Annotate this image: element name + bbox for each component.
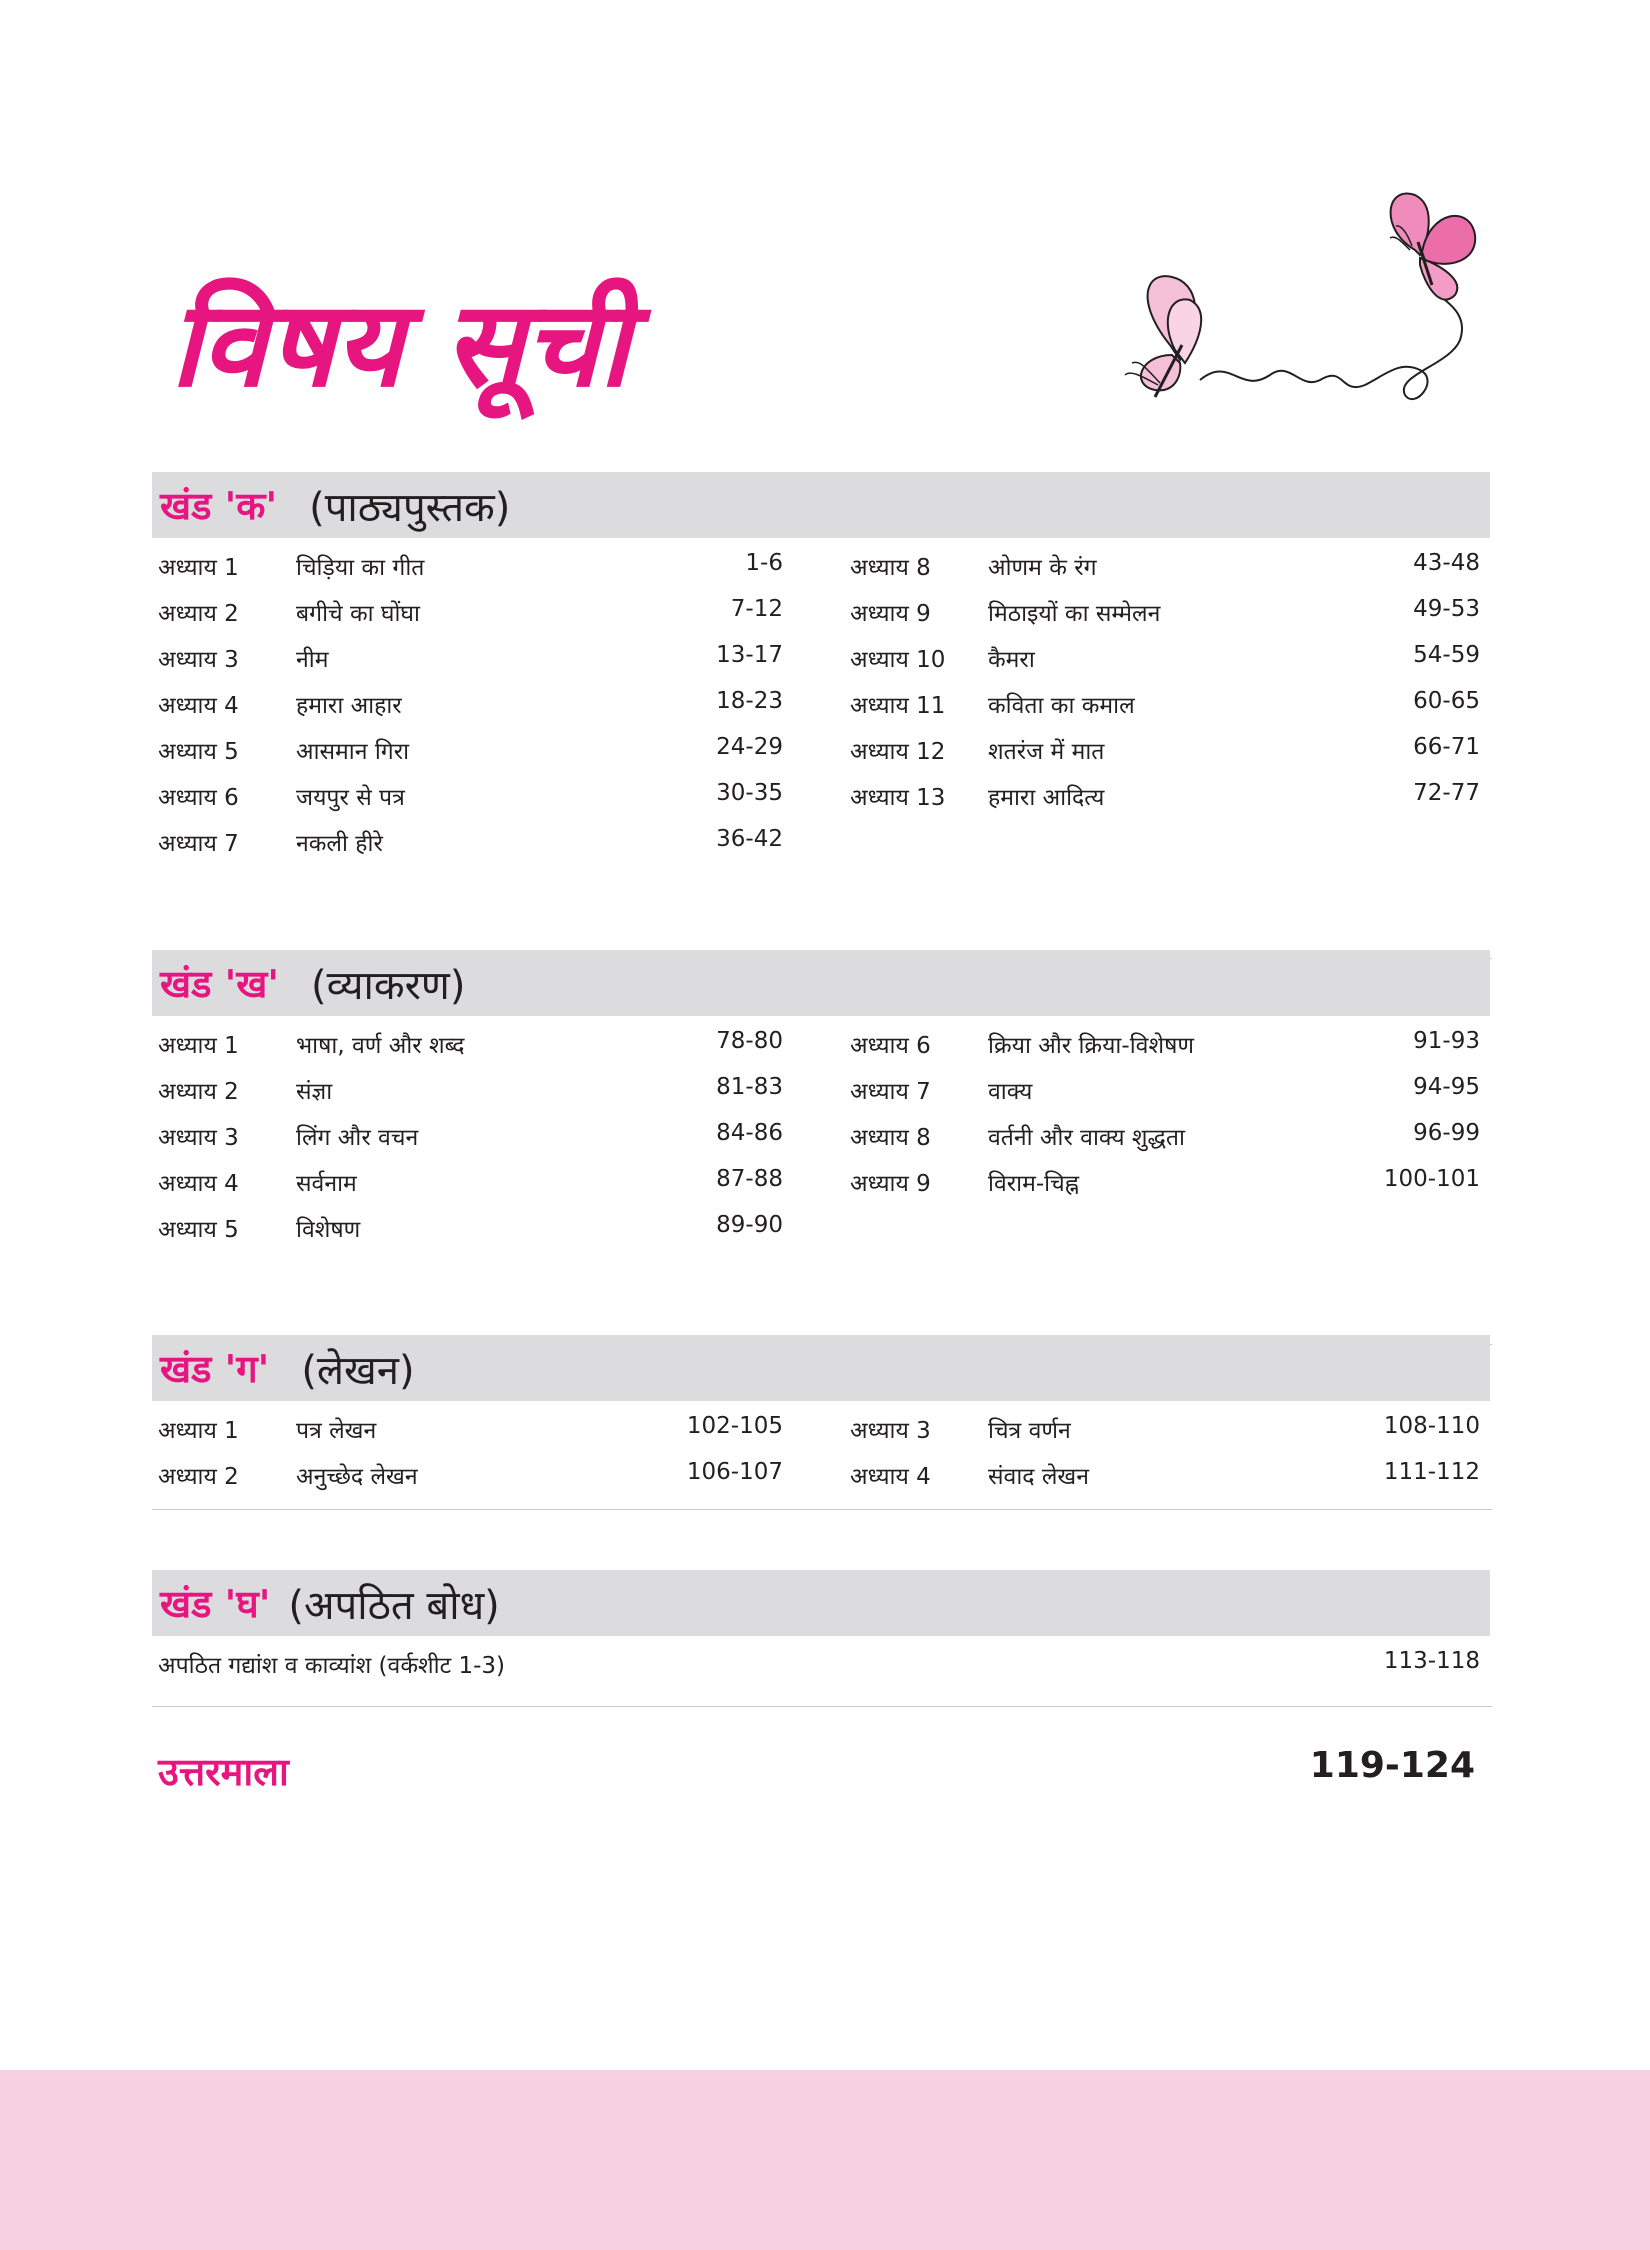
chapter-title: हमारा आदित्य — [988, 785, 1105, 811]
section-ka — [152, 472, 1490, 878]
chapter-title: पत्र लेखन — [296, 1418, 377, 1444]
page-range: 87-88 — [716, 1166, 783, 1192]
chapter-number: अध्याय 3 — [158, 1125, 239, 1151]
page-range: 89-90 — [716, 1212, 783, 1238]
chapter-title: भाषा, वर्ण और शब्द — [296, 1033, 465, 1059]
page-range: 111-112 — [1383, 1459, 1480, 1485]
chapter-title: सर्वनाम — [296, 1171, 357, 1197]
toc-row[interactable] — [850, 676, 1480, 722]
toc-row[interactable] — [158, 1447, 783, 1493]
toc-row[interactable] — [158, 722, 783, 768]
toc-column-left — [158, 1401, 783, 1493]
toc-row[interactable] — [158, 1636, 1480, 1682]
chapter-title: लिंग और वचन — [296, 1125, 419, 1151]
footer-band — [0, 2070, 1650, 2250]
toc-row[interactable] — [158, 1200, 783, 1246]
toc-column-left — [158, 538, 783, 860]
chapter-title: नकली हीरे — [296, 831, 383, 857]
section-label: खंड 'क' — [160, 484, 278, 528]
chapter-number: अध्याय 2 — [158, 601, 239, 627]
toc-row[interactable] — [850, 584, 1480, 630]
page-range: 108-110 — [1383, 1413, 1480, 1439]
toc-row[interactable] — [850, 1447, 1480, 1493]
page-range: 36-42 — [716, 826, 783, 852]
toc-row[interactable] — [850, 768, 1480, 814]
toc-row[interactable] — [158, 1401, 783, 1447]
toc-row[interactable] — [158, 1016, 783, 1062]
page-range: 102-105 — [686, 1413, 783, 1439]
chapter-title: ओणम के रंग — [988, 555, 1097, 581]
page-title: विषय सूची — [170, 274, 630, 413]
page-range: 94-95 — [1413, 1074, 1480, 1100]
toc-row[interactable] — [850, 1401, 1480, 1447]
page-range: 96-99 — [1413, 1120, 1480, 1146]
toc-row[interactable] — [850, 538, 1480, 584]
chapter-number: अध्याय 9 — [850, 1171, 931, 1197]
chapter-number: अध्याय 4 — [850, 1464, 931, 1490]
page-range: 100-101 — [1383, 1166, 1480, 1192]
chapter-number: अध्याय 9 — [850, 601, 931, 627]
chapter-title: शतरंज में मात — [988, 739, 1105, 765]
page-range: 7-12 — [730, 596, 783, 622]
divider — [152, 1509, 1492, 1510]
toc-row[interactable] — [158, 584, 783, 630]
page-range: 91-93 — [1413, 1028, 1480, 1054]
chapter-title: जयपुर से पत्र — [296, 785, 405, 811]
section-header — [152, 1335, 1490, 1401]
page-range: 84-86 — [716, 1120, 783, 1146]
chapter-number: अध्याय 8 — [850, 555, 931, 581]
toc-row[interactable] — [158, 1108, 783, 1154]
page-range: 24-29 — [716, 734, 783, 760]
section-subtitle: (पाठ्यपुस्तक) — [309, 484, 511, 531]
chapter-number: अध्याय 4 — [158, 1171, 239, 1197]
chapter-title: विशेषण — [296, 1217, 361, 1243]
chapter-title: वाक्य — [988, 1079, 1033, 1105]
toc-row[interactable] — [850, 1016, 1480, 1062]
toc-row[interactable] — [850, 1154, 1480, 1200]
butterfly-illustration — [1070, 180, 1490, 440]
chapter-number: अध्याय 6 — [158, 785, 239, 811]
page-range: 18-23 — [716, 688, 783, 714]
chapter-number: अध्याय 11 — [850, 693, 946, 719]
answers-page-range: 119-124 — [1309, 1745, 1475, 1786]
chapter-number: अध्याय 2 — [158, 1079, 239, 1105]
toc-column-right — [850, 538, 1480, 814]
section-gha — [152, 1570, 1490, 1696]
chapter-title: हमारा आहार — [296, 693, 402, 719]
toc-row[interactable] — [850, 630, 1480, 676]
toc-row[interactable] — [158, 538, 783, 584]
toc-row[interactable] — [158, 676, 783, 722]
section-ga — [152, 1335, 1490, 1511]
section-header — [152, 1570, 1490, 1636]
chapter-title: अनुच्छेद लेखन — [296, 1464, 418, 1490]
page-range: 113-118 — [1383, 1648, 1480, 1674]
toc-row[interactable] — [850, 1062, 1480, 1108]
chapter-number: अध्याय 3 — [850, 1418, 931, 1444]
section-label: खंड 'ख' — [160, 962, 279, 1006]
page-range: 78-80 — [716, 1028, 783, 1054]
chapter-number: अध्याय 13 — [850, 785, 946, 811]
chapter-title: वर्तनी और वाक्य शुद्धता — [988, 1125, 1185, 1151]
chapter-title: संज्ञा — [296, 1079, 333, 1105]
page-range: 54-59 — [1413, 642, 1480, 668]
chapter-title: अपठित गद्यांश व काव्यांश (वर्कशीट 1-3) — [158, 1653, 506, 1679]
page-range: 60-65 — [1413, 688, 1480, 714]
chapter-number: अध्याय 7 — [158, 831, 239, 857]
chapter-number: अध्याय 7 — [850, 1079, 931, 1105]
page-range: 66-71 — [1413, 734, 1480, 760]
answers-label[interactable]: उत्तरमाला — [158, 1750, 289, 1794]
page-range: 13-17 — [716, 642, 783, 668]
chapter-title: संवाद लेखन — [988, 1464, 1089, 1490]
section-label: खंड 'ग' — [160, 1347, 270, 1391]
chapter-number: अध्याय 2 — [158, 1464, 239, 1490]
chapter-number: अध्याय 3 — [158, 647, 239, 673]
chapter-title: चित्र वर्णन — [988, 1418, 1071, 1444]
chapter-number: अध्याय 5 — [158, 1217, 239, 1243]
chapter-title: क्रिया और क्रिया-विशेषण — [988, 1033, 1195, 1059]
chapter-number: अध्याय 5 — [158, 739, 239, 765]
page-range: 72-77 — [1413, 780, 1480, 806]
section-header — [152, 950, 1490, 1016]
toc-row[interactable] — [158, 768, 783, 814]
chapter-number: अध्याय 10 — [850, 647, 946, 673]
divider — [152, 1706, 1492, 1707]
toc-row[interactable] — [158, 630, 783, 676]
chapter-title: मिठाइयों का सम्मेलन — [988, 601, 1161, 627]
chapter-title: कैमरा — [988, 647, 1035, 673]
page-range: 49-53 — [1413, 596, 1480, 622]
section-header — [152, 472, 1490, 538]
chapter-title: चिड़िया का गीत — [296, 555, 425, 581]
chapter-number: अध्याय 8 — [850, 1125, 931, 1151]
chapter-number: अध्याय 6 — [850, 1033, 931, 1059]
page-range: 81-83 — [716, 1074, 783, 1100]
chapter-title: कविता का कमाल — [988, 693, 1135, 719]
page-range: 43-48 — [1413, 550, 1480, 576]
toc-column-right — [850, 1016, 1480, 1200]
section-subtitle: (लेखन) — [301, 1347, 415, 1394]
toc-row[interactable] — [158, 1062, 783, 1108]
toc-column-right — [850, 1401, 1480, 1493]
toc-row[interactable] — [158, 1154, 783, 1200]
page-range: 106-107 — [686, 1459, 783, 1485]
section-subtitle: (अपठित बोध) — [288, 1582, 500, 1629]
section-kha — [152, 950, 1490, 1276]
section-subtitle: (व्याकरण) — [311, 962, 466, 1009]
chapter-title: नीम — [296, 647, 329, 673]
chapter-title: बगीचे का घोंघा — [296, 601, 420, 627]
chapter-number: अध्याय 1 — [158, 1418, 239, 1444]
section-label: खंड 'घ' — [160, 1582, 271, 1626]
toc-row[interactable] — [850, 722, 1480, 768]
chapter-title: विराम-चिह्न — [988, 1171, 1080, 1197]
toc-row[interactable] — [850, 1108, 1480, 1154]
toc-column-left — [158, 1016, 783, 1246]
chapter-number: अध्याय 12 — [850, 739, 946, 765]
page-range: 1-6 — [745, 550, 783, 576]
chapter-number: अध्याय 1 — [158, 555, 239, 581]
page-range: 30-35 — [716, 780, 783, 806]
toc-row[interactable] — [158, 814, 783, 860]
chapter-number: अध्याय 1 — [158, 1033, 239, 1059]
chapter-title: आसमान गिरा — [296, 739, 410, 765]
chapter-number: अध्याय 4 — [158, 693, 239, 719]
